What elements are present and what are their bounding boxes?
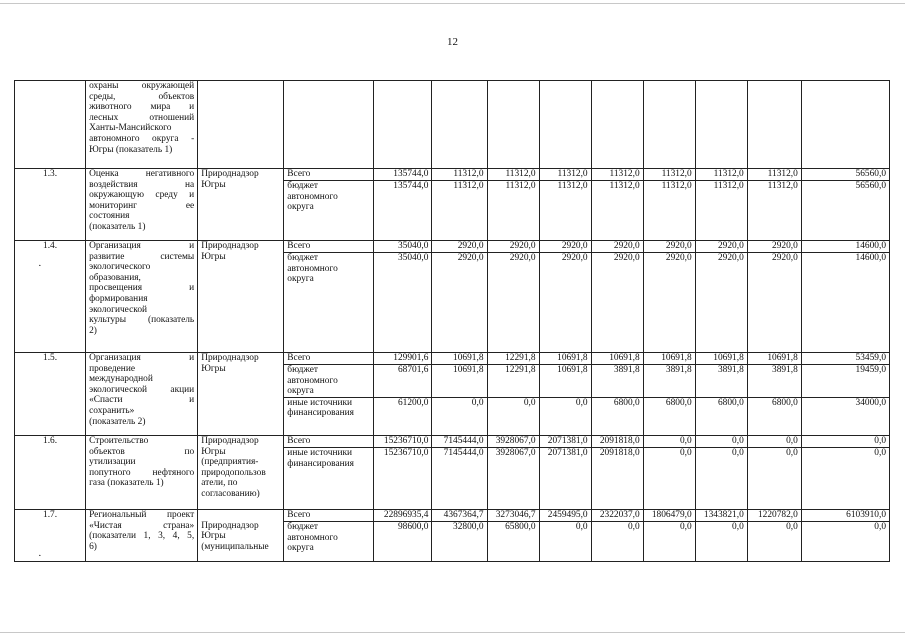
activity-name-cell xyxy=(86,241,198,353)
amount-cell: 3928067,0 xyxy=(487,447,539,509)
amount-cell: 0,0 xyxy=(695,447,747,509)
amount-cell xyxy=(643,81,695,169)
amount-cell: 2920,0 xyxy=(591,241,643,253)
amount-cell: 11312,0 xyxy=(487,169,539,181)
amount-cell xyxy=(539,81,591,169)
amount-cell: 56560,0 xyxy=(801,169,889,181)
amount-cell: 1806479,0 xyxy=(643,509,695,521)
table-row xyxy=(15,509,890,521)
scan-edge-top xyxy=(0,3,905,4)
budget-table xyxy=(14,80,890,562)
amount-cell: 1220782,0 xyxy=(747,509,801,521)
item-number-cell: 1.6. xyxy=(15,435,86,509)
activity-name-line: образования, xyxy=(89,272,141,283)
amount-cell: 2920,0 xyxy=(539,241,591,253)
budget-table-body xyxy=(15,81,890,562)
funding-source-line: Всего xyxy=(287,169,311,179)
amount-cell: 10691,8 xyxy=(643,353,695,365)
amount-cell: 15236710,0 xyxy=(374,435,432,447)
executor-line: Югры xyxy=(201,251,226,262)
amount-cell: 0,0 xyxy=(695,435,747,447)
amount-cell: 35040,0 xyxy=(374,253,432,353)
amount-cell: 0,0 xyxy=(747,447,801,509)
activity-name-line: Организация и xyxy=(89,241,195,251)
item-number-cell: 1.3. xyxy=(15,169,86,241)
activity-name-line: Оценка негативного xyxy=(89,169,195,179)
amount-cell: 11312,0 xyxy=(591,169,643,181)
table-row xyxy=(15,169,890,181)
amount-cell: 0,0 xyxy=(539,521,591,561)
table-row xyxy=(15,353,890,365)
funding-source-cell xyxy=(284,241,374,253)
activity-name-line: газа (показатель 1) xyxy=(89,478,164,489)
activity-name-line: автономного округа - xyxy=(89,133,195,144)
amount-cell: 6800,0 xyxy=(591,397,643,435)
activity-name-line: утилизации xyxy=(89,457,136,468)
activity-name-line: животного мира и xyxy=(89,102,195,113)
amount-cell: 2920,0 xyxy=(747,253,801,353)
funding-source-cell xyxy=(284,353,374,365)
scan-speck: · xyxy=(38,260,42,272)
amount-cell: 0,0 xyxy=(695,521,747,561)
funding-source-line: иные источники xyxy=(287,447,353,458)
funding-source-line: бюджет xyxy=(287,181,318,191)
funding-source-line: автономного xyxy=(287,263,338,274)
table-row xyxy=(15,241,890,253)
amount-cell: 2091818,0 xyxy=(591,447,643,509)
amount-cell: 32800,0 xyxy=(432,521,487,561)
funding-source-cell xyxy=(284,169,374,181)
amount-cell: 11312,0 xyxy=(487,181,539,241)
amount-cell: 2459495,0 xyxy=(539,509,591,521)
executor-line: (предприятия- xyxy=(201,457,259,468)
executor-cell xyxy=(198,241,284,353)
activity-name-line: культуры (показатель xyxy=(89,315,195,326)
executor-line: Природнадзор xyxy=(201,435,259,446)
amount-cell: 0,0 xyxy=(643,435,695,447)
amount-cell xyxy=(695,81,747,169)
amount-cell: 0,0 xyxy=(643,447,695,509)
activity-name-line: охраны окружающей xyxy=(89,81,195,91)
amount-cell: 56560,0 xyxy=(801,181,889,241)
funding-source-line: бюджет xyxy=(287,365,318,375)
amount-cell: 2920,0 xyxy=(695,253,747,353)
scan-edge-bottom xyxy=(0,632,905,633)
activity-name-line: среды, объектов xyxy=(89,91,195,102)
item-number-cell: 1.7. xyxy=(15,509,86,561)
amount-cell xyxy=(747,81,801,169)
activity-name-cell xyxy=(86,169,198,241)
amount-cell: 12291,8 xyxy=(487,365,539,398)
amount-cell: 19459,0 xyxy=(801,365,889,398)
executor-line: Природнадзор xyxy=(201,169,259,179)
funding-source-line: округа xyxy=(287,543,314,554)
activity-name-line: Региональный проект xyxy=(89,509,195,520)
activity-name-line: экологической xyxy=(89,304,148,315)
amount-cell: 0,0 xyxy=(747,435,801,447)
amount-cell: 129901,6 xyxy=(374,353,432,365)
activity-name-line: (показатели 1, 3, 4, 5, xyxy=(89,531,195,542)
amount-cell: 11312,0 xyxy=(643,181,695,241)
executor-cell xyxy=(198,435,284,509)
amount-cell: 0,0 xyxy=(487,397,539,435)
funding-source-line: бюджет xyxy=(287,521,318,532)
executor-cell xyxy=(198,81,284,169)
amount-cell: 14600,0 xyxy=(801,253,889,353)
activity-name-line: Строительство xyxy=(89,435,149,446)
amount-cell: 34000,0 xyxy=(801,397,889,435)
amount-cell: 11312,0 xyxy=(643,169,695,181)
funding-source-cell xyxy=(284,365,374,398)
amount-cell xyxy=(591,81,643,169)
amount-cell: 10691,8 xyxy=(539,353,591,365)
activity-name-cell xyxy=(86,509,198,561)
amount-cell: 2322037,0 xyxy=(591,509,643,521)
amount-cell: 3891,8 xyxy=(643,365,695,398)
funding-source-line: округа xyxy=(287,274,314,285)
amount-cell: 10691,8 xyxy=(747,353,801,365)
activity-name-cell xyxy=(86,81,198,169)
activity-name-line: лесных отношений xyxy=(89,112,195,123)
table-row xyxy=(15,435,890,447)
funding-source-cell xyxy=(284,521,374,561)
amount-cell: 98600,0 xyxy=(374,521,432,561)
amount-cell: 0,0 xyxy=(801,435,889,447)
amount-cell: 6103910,0 xyxy=(801,509,889,521)
activity-name-cell xyxy=(86,353,198,436)
executor-line: Югры xyxy=(201,446,226,457)
amount-cell: 2920,0 xyxy=(432,253,487,353)
table-row xyxy=(15,81,890,169)
funding-source-line: автономного xyxy=(287,191,338,202)
amount-cell: 2920,0 xyxy=(487,241,539,253)
activity-name-line: (показатель 2) xyxy=(89,416,146,427)
amount-cell: 0,0 xyxy=(591,521,643,561)
amount-cell: 10691,8 xyxy=(695,353,747,365)
activity-name-line: воздействия на xyxy=(89,179,195,190)
amount-cell xyxy=(487,81,539,169)
amount-cell: 10691,8 xyxy=(432,365,487,398)
funding-source-cell xyxy=(284,435,374,447)
funding-source-line: Всего xyxy=(287,353,311,363)
amount-cell: 11312,0 xyxy=(747,181,801,241)
activity-name-line: Организация и xyxy=(89,353,195,363)
amount-cell: 6800,0 xyxy=(643,397,695,435)
amount-cell: 2920,0 xyxy=(591,253,643,353)
amount-cell: 2920,0 xyxy=(695,241,747,253)
amount-cell: 11312,0 xyxy=(747,169,801,181)
funding-source-line: округа xyxy=(287,202,314,213)
funding-source-cell xyxy=(284,397,374,435)
amount-cell: 0,0 xyxy=(643,521,695,561)
activity-name-line: формирования xyxy=(89,293,148,304)
amount-cell: 11312,0 xyxy=(591,181,643,241)
executor-line: (муниципальные xyxy=(201,541,269,552)
activity-name-line: окружающую среду и xyxy=(89,190,195,201)
funding-source-line: финансирования xyxy=(287,458,354,469)
amount-cell: 0,0 xyxy=(539,397,591,435)
amount-cell: 68701,6 xyxy=(374,365,432,398)
amount-cell xyxy=(801,81,889,169)
funding-source-line: бюджет xyxy=(287,253,318,263)
funding-source-cell xyxy=(284,181,374,241)
amount-cell: 2920,0 xyxy=(643,253,695,353)
activity-name-line: попутного нефтяного xyxy=(89,467,195,478)
item-number-cell: 1.5. xyxy=(15,353,86,436)
activity-name-line: «Чистая страна» xyxy=(89,520,195,531)
amount-cell: 1343821,0 xyxy=(695,509,747,521)
amount-cell: 3891,8 xyxy=(747,365,801,398)
amount-cell: 0,0 xyxy=(801,521,889,561)
amount-cell: 15236710,0 xyxy=(374,447,432,509)
amount-cell: 2920,0 xyxy=(432,241,487,253)
activity-name-line: проведение xyxy=(89,363,136,374)
executor-line: Природнадзор xyxy=(201,520,259,531)
amount-cell: 11312,0 xyxy=(695,181,747,241)
amount-cell: 53459,0 xyxy=(801,353,889,365)
amount-cell: 0,0 xyxy=(801,447,889,509)
activity-name-line: международной xyxy=(89,374,153,385)
funding-source-cell xyxy=(284,81,374,169)
amount-cell: 0,0 xyxy=(747,521,801,561)
activity-name-line: объектов по xyxy=(89,446,195,457)
scan-speck: · xyxy=(38,550,42,562)
activity-name-line: Югры (показатель 1) xyxy=(89,144,173,155)
amount-cell: 3891,8 xyxy=(591,365,643,398)
amount-cell: 61200,0 xyxy=(374,397,432,435)
activity-name-line: 6) xyxy=(89,541,97,552)
activity-name-line: развитие системы xyxy=(89,251,195,262)
amount-cell: 7145444,0 xyxy=(432,447,487,509)
amount-cell: 2071381,0 xyxy=(539,435,591,447)
executor-line xyxy=(201,510,280,521)
item-number-cell: 1.4. xyxy=(15,241,86,353)
funding-source-line: Всего xyxy=(287,435,311,446)
amount-cell: 12291,8 xyxy=(487,353,539,365)
funding-source-line: иные источники xyxy=(287,397,353,408)
funding-source-line: автономного xyxy=(287,532,338,543)
executor-line: Югры xyxy=(201,179,226,190)
activity-name-line: сохранить» xyxy=(89,405,135,416)
amount-cell: 3273046,7 xyxy=(487,509,539,521)
activity-name-line: состояния xyxy=(89,211,130,222)
executor-line: атели, по xyxy=(201,478,238,489)
activity-name-line: просвещения и xyxy=(89,283,195,294)
amount-cell: 65800,0 xyxy=(487,521,539,561)
funding-source-cell xyxy=(284,509,374,521)
page-number: 12 xyxy=(447,36,458,48)
amount-cell: 2920,0 xyxy=(487,253,539,353)
amount-cell: 10691,8 xyxy=(432,353,487,365)
activity-name-line: 2) xyxy=(89,325,97,336)
executor-line: Природнадзор xyxy=(201,241,259,251)
activity-name-line: «Спасти и xyxy=(89,395,195,406)
activity-name-line: экологического xyxy=(89,262,151,273)
amount-cell: 11312,0 xyxy=(539,169,591,181)
executor-line: Природнадзор xyxy=(201,353,259,363)
executor-line: согласованию) xyxy=(201,488,260,499)
amount-cell: 135744,0 xyxy=(374,181,432,241)
amount-cell: 3891,8 xyxy=(695,365,747,398)
amount-cell: 11312,0 xyxy=(539,181,591,241)
activity-name-line: Ханты-Мансийского xyxy=(89,123,172,134)
amount-cell: 10691,8 xyxy=(539,365,591,398)
amount-cell: 0,0 xyxy=(432,397,487,435)
executor-cell xyxy=(198,353,284,436)
executor-cell xyxy=(198,509,284,561)
funding-source-line: Всего xyxy=(287,509,311,520)
amount-cell: 2920,0 xyxy=(539,253,591,353)
funding-source-line: автономного xyxy=(287,375,338,386)
amount-cell: 11312,0 xyxy=(432,169,487,181)
amount-cell: 2920,0 xyxy=(643,241,695,253)
amount-cell: 10691,8 xyxy=(591,353,643,365)
activity-name-line: мониторинг ее xyxy=(89,200,195,211)
executor-cell xyxy=(198,169,284,241)
funding-source-cell xyxy=(284,447,374,509)
funding-source-line: Всего xyxy=(287,241,311,251)
activity-name-line: экологической акции xyxy=(89,384,195,395)
amount-cell: 14600,0 xyxy=(801,241,889,253)
amount-cell: 11312,0 xyxy=(695,169,747,181)
executor-line: Югры xyxy=(201,531,226,542)
amount-cell: 6800,0 xyxy=(695,397,747,435)
amount-cell: 2091818,0 xyxy=(591,435,643,447)
amount-cell: 135744,0 xyxy=(374,169,432,181)
activity-name-cell xyxy=(86,435,198,509)
amount-cell: 2920,0 xyxy=(747,241,801,253)
amount-cell: 4367364,7 xyxy=(432,509,487,521)
executor-line: Югры xyxy=(201,363,226,374)
funding-source-line: округа xyxy=(287,386,314,397)
amount-cell: 3928067,0 xyxy=(487,435,539,447)
executor-line: природопользов xyxy=(201,467,266,478)
amount-cell xyxy=(432,81,487,169)
amount-cell: 7145444,0 xyxy=(432,435,487,447)
amount-cell: 6800,0 xyxy=(747,397,801,435)
amount-cell: 22896935,4 xyxy=(374,509,432,521)
funding-source-cell xyxy=(284,253,374,353)
funding-source-line: финансирования xyxy=(287,408,354,419)
amount-cell xyxy=(374,81,432,169)
amount-cell: 35040,0 xyxy=(374,241,432,253)
amount-cell: 11312,0 xyxy=(432,181,487,241)
activity-name-line: (показатель 1) xyxy=(89,221,146,232)
item-number-cell xyxy=(15,81,86,169)
amount-cell: 2071381,0 xyxy=(539,447,591,509)
